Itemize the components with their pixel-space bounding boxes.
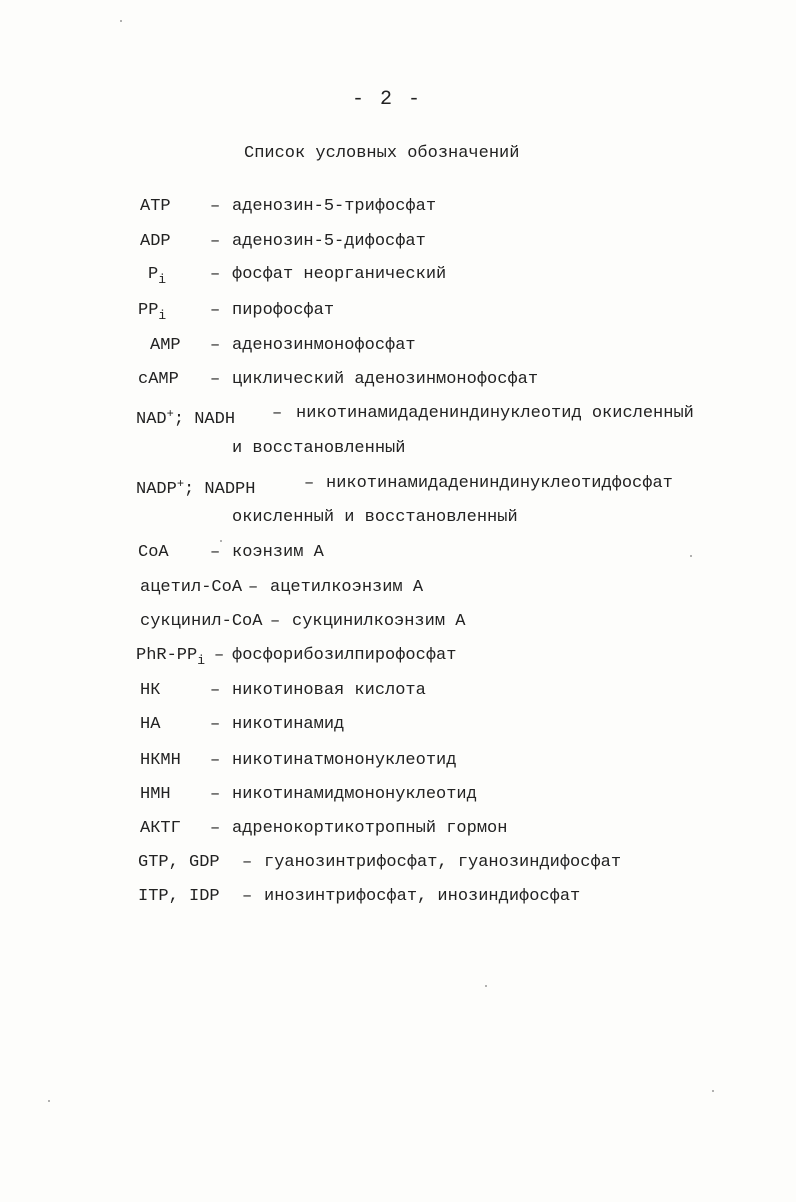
abbreviation: cAMP (138, 370, 179, 389)
dash: – (210, 819, 221, 838)
dash: – (270, 612, 281, 631)
page-number: - 2 - (352, 88, 423, 111)
definition: коэнзим А (232, 543, 324, 562)
dash: – (210, 785, 221, 804)
dash: – (210, 265, 221, 284)
definition: инозинтрифосфат, инозиндифосфат (264, 887, 581, 906)
abbreviation: ацетил-CoA (140, 578, 243, 597)
scan-speck (690, 555, 692, 557)
definition: никотинамидадениндинуклеотидфосфат (326, 474, 673, 493)
abbreviation: НМН (140, 785, 171, 804)
abbreviation: АКТГ (140, 819, 181, 838)
dash: – (242, 887, 253, 906)
dash: – (272, 404, 283, 423)
definition: аденозинмонофосфат (232, 336, 416, 355)
scan-speck (48, 1100, 50, 1102)
abbreviation: GTP, GDP (138, 853, 220, 872)
scan-speck (485, 985, 487, 987)
definition: гуанозинтрифосфат, гуанозиндифосфат (264, 853, 622, 872)
definition: фосфорибозилпирофосфат (232, 646, 457, 665)
dash: – (210, 751, 221, 770)
dash: – (210, 715, 221, 734)
page-title: Список условных обозначений (244, 144, 520, 163)
abbreviation: ITP, IDP (138, 887, 220, 906)
definition: пирофосфат (232, 301, 335, 320)
definition: никотиновая кислота (232, 681, 426, 700)
scan-speck (220, 540, 222, 542)
definition-continuation: и восстановленный (232, 439, 406, 458)
abbreviation: сукцинил-CoA (140, 612, 263, 631)
definition: ацетилкоэнзим А (270, 578, 424, 597)
abbreviation: NAD+; NADH (136, 407, 236, 429)
abbreviation: AMP (150, 336, 181, 355)
abbreviation: ADP (140, 232, 171, 251)
abbreviation: CoA (138, 543, 169, 562)
definition: никотинамид (232, 715, 345, 734)
dash: – (210, 543, 221, 562)
definition-continuation: окисленный и восстановленный (232, 508, 518, 527)
abbreviation: ATP (140, 197, 171, 216)
abbreviation: $P_i$ (148, 265, 167, 287)
definition: никотинамидадениндинуклеотид окисленный (296, 404, 694, 423)
dash: – (210, 370, 221, 389)
definition: никотинатмононуклеотид (232, 751, 457, 770)
definition: никотинамидмононуклеотид (232, 785, 477, 804)
definition: сукцинилкоэнзим А (292, 612, 466, 631)
dash: – (248, 578, 259, 597)
definition: циклический аденозинмонофосфат (232, 370, 539, 389)
definition: фосфат неорганический (232, 265, 447, 284)
dash: – (214, 646, 225, 665)
scan-speck (712, 1090, 714, 1092)
dash: – (210, 197, 221, 216)
dash: – (242, 853, 253, 872)
dash: – (210, 232, 221, 251)
dash: – (210, 681, 221, 700)
definition: аденозин-5-дифосфат (232, 232, 426, 251)
abbreviation: НКМН (140, 751, 181, 770)
abbreviation: PhR-$PP_i$ (136, 646, 206, 668)
dash: – (210, 336, 221, 355)
abbreviation: NADP+; NADPH (136, 477, 256, 499)
abbreviation: НА (140, 715, 161, 734)
abbreviation: НК (140, 681, 161, 700)
scan-speck (120, 20, 122, 22)
abbreviation: $PP_i$ (138, 301, 167, 323)
definition: адренокортикотропный гормон (232, 819, 508, 838)
dash: – (304, 474, 315, 493)
definition: аденозин-5-трифосфат (232, 197, 437, 216)
dash: – (210, 301, 221, 320)
